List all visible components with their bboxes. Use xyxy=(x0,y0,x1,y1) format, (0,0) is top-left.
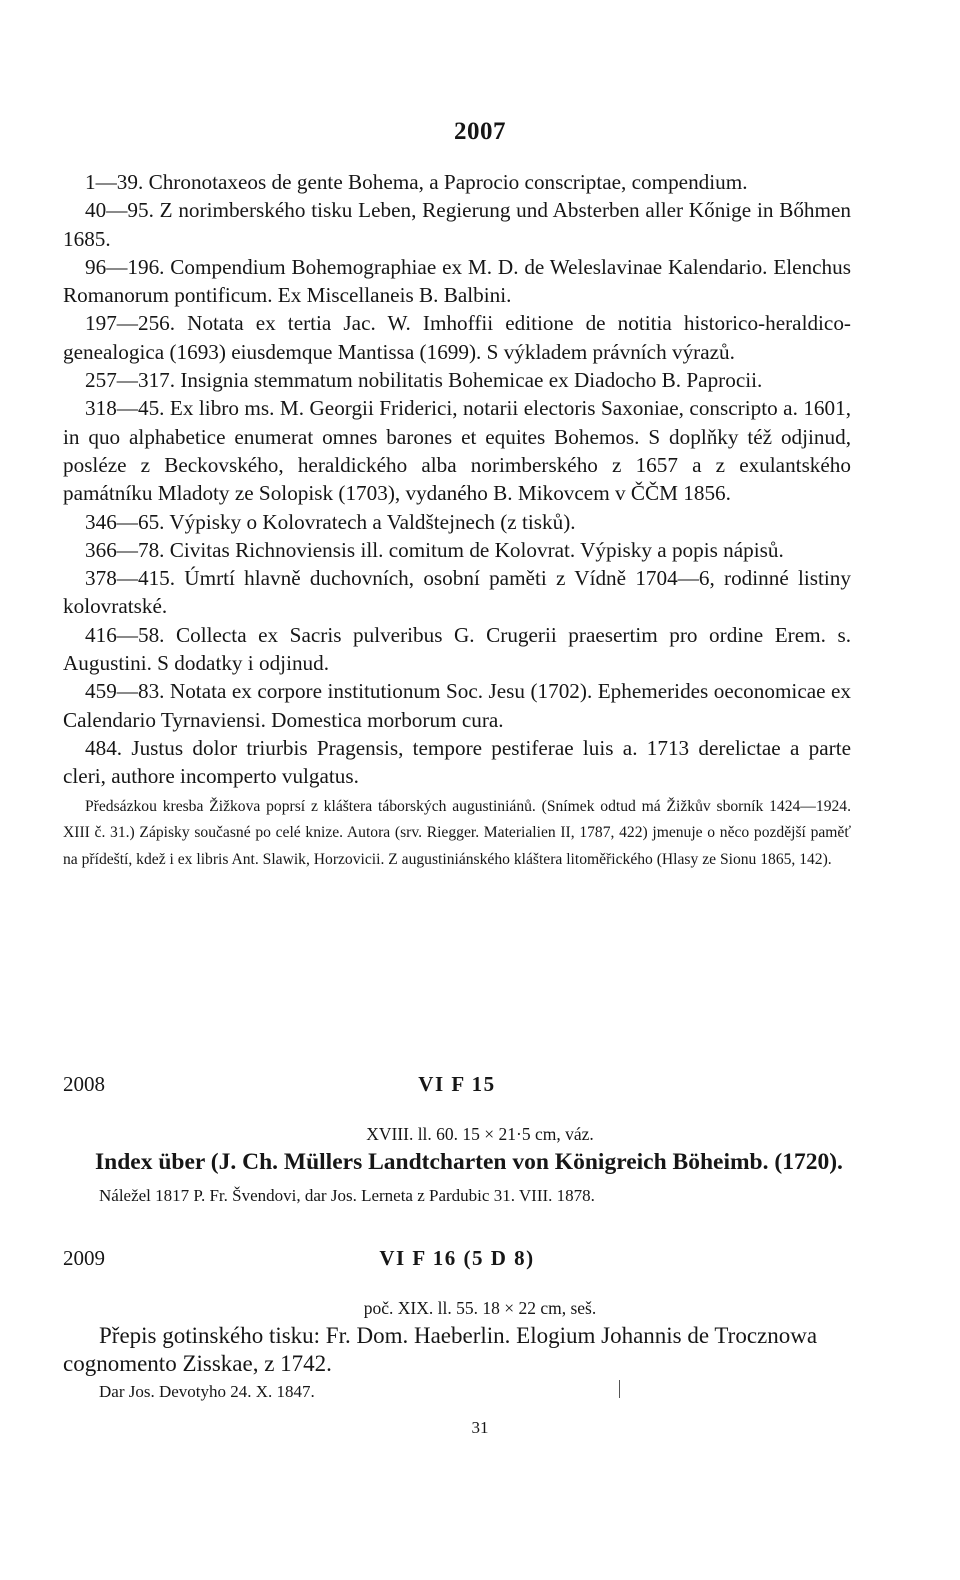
running-head: 2007 xyxy=(454,118,506,145)
contents-item: 1—39. Chronotaxeos de gente Bohema, a Paprocio conscriptae, compendium. xyxy=(85,170,748,194)
contents-item: 257—317. Insignia stemmatum nobilitatis Bohemicae ex Diadocho B. Paprocii. xyxy=(85,368,763,393)
provenance-note: Dar Jos. Devotyho 24. X. 1847. xyxy=(99,1382,315,1401)
provenance-note: Náležel 1817 P. Fr. Švendovi, dar Jos. Lerneta z Pardubic 31. VIII. 1878. xyxy=(99,1186,595,1205)
entry-title: Přepis gotinského tisku: Fr. Dom. Haeberlin. Elogium Johannis de Trocznowa cognomento Zisskae, z 1742. xyxy=(63,1323,818,1376)
page-number: 31 xyxy=(471,1418,489,1437)
entry-2007-body xyxy=(63,168,851,873)
contents-item: 197—256. Notata ex tertia Jac. W. Imhoffii editione de notitia historico-heraldico-genealogica (1693) eiusdemque Mantissa (1699). S výkladem právních výrazů. xyxy=(63,311,851,364)
entry-2008-header xyxy=(63,1072,851,1104)
shelf-signature: VI F 15 xyxy=(418,1072,496,1096)
contents-item: 96—196. Compendium Bohemographiae ex M. D. de Weleslavinae Kalendario. Elenchus Romanorum pontificum. Ex Miscellaneis B. Balbini. xyxy=(63,254,851,308)
entry-2009-header xyxy=(63,1246,851,1278)
contents-item: 366—78. Civitas Richnoviensis ill. comitum de Kolovrat. Výpisky a popis nápisů. xyxy=(85,537,784,562)
entry-2008-title-block xyxy=(63,1148,853,1208)
entry-note: Předsázkou kresba Žižkova poprsí z kláštera táborských augustiniánů. (Snímek odtud má Žižkův sborník 1424—1924. XIII č. 31.) Zápisky současné po celé knize. Autora (srv. Riegger. Materialien II, 1787, 422) jmenuje o něco pozdější paměť na přídeští, kdež i ex libris Ant. Slawik, Horzovicii. Z augustiniánského kláštera litoměřického (Hlasy ze Sionu 1865, 142). xyxy=(63,797,851,868)
entry-number: 2008 xyxy=(63,1072,105,1096)
contents-item: 459—83. Notata ex corpore institutionum Soc. Jesu (1702). Ephemerides oeconomicae ex Calendario Tyrnaviensi. Domestica morborum cura. xyxy=(63,679,851,732)
contents-item: 416—58. Collecta ex Sacris pulveribus G. Crugerii praesertim pro ordine Erem. s. Augustini. S dodatky i odjinud. xyxy=(63,622,851,676)
contents-item: 40—95. Z norimberského tisku Leben, Regierung und Absterben aller Kőnige in Bőhmen 1685. xyxy=(63,198,851,251)
shelf-signature: VI F 16 (5 D 8) xyxy=(379,1246,535,1270)
contents-item: 484. Justus dolor triurbis Pragensis, tempore pestiferae luis a. 1713 derelictae a parte cleri, authore incomperto vulgatus. xyxy=(63,735,851,789)
contents-item: 318—45. Ex libro ms. M. Georgii Friderici, notarii electoris Saxoniae, conscripto a. 1601, in quo alphabetice enumerat omnes barones et equites Bohemos. S doplňky též odjinud, posléze z Beckovského, heraldického alba norimberského z 1657 a z exulantského památníku Mladoty ze Solopisk (1703), vydaného B. Mikovcem v ČČM 1856. xyxy=(63,396,851,506)
entry-number: 2009 xyxy=(63,1246,105,1270)
physical-description: XVIII. ll. 60. 15 × 21·5 cm, váz. xyxy=(366,1124,594,1144)
contents-item: 378—415. Úmrtí hlavně duchovních, osobní paměti z Vídně 1704—6, rodinné listiny kolovratské. xyxy=(63,566,851,619)
physical-description: poč. XIX. ll. 55. 18 × 22 cm, seš. xyxy=(363,1298,597,1318)
print-mark xyxy=(619,1380,620,1398)
entry-2009-title-block xyxy=(63,1322,853,1404)
contents-item: 346—65. Výpisky o Kolovratech a Valdštejnech (z tisků). xyxy=(85,509,576,534)
entry-title: Index über (J. Ch. Müllers Landtcharten von Königreich Böheimb. (1720). xyxy=(95,1149,843,1175)
